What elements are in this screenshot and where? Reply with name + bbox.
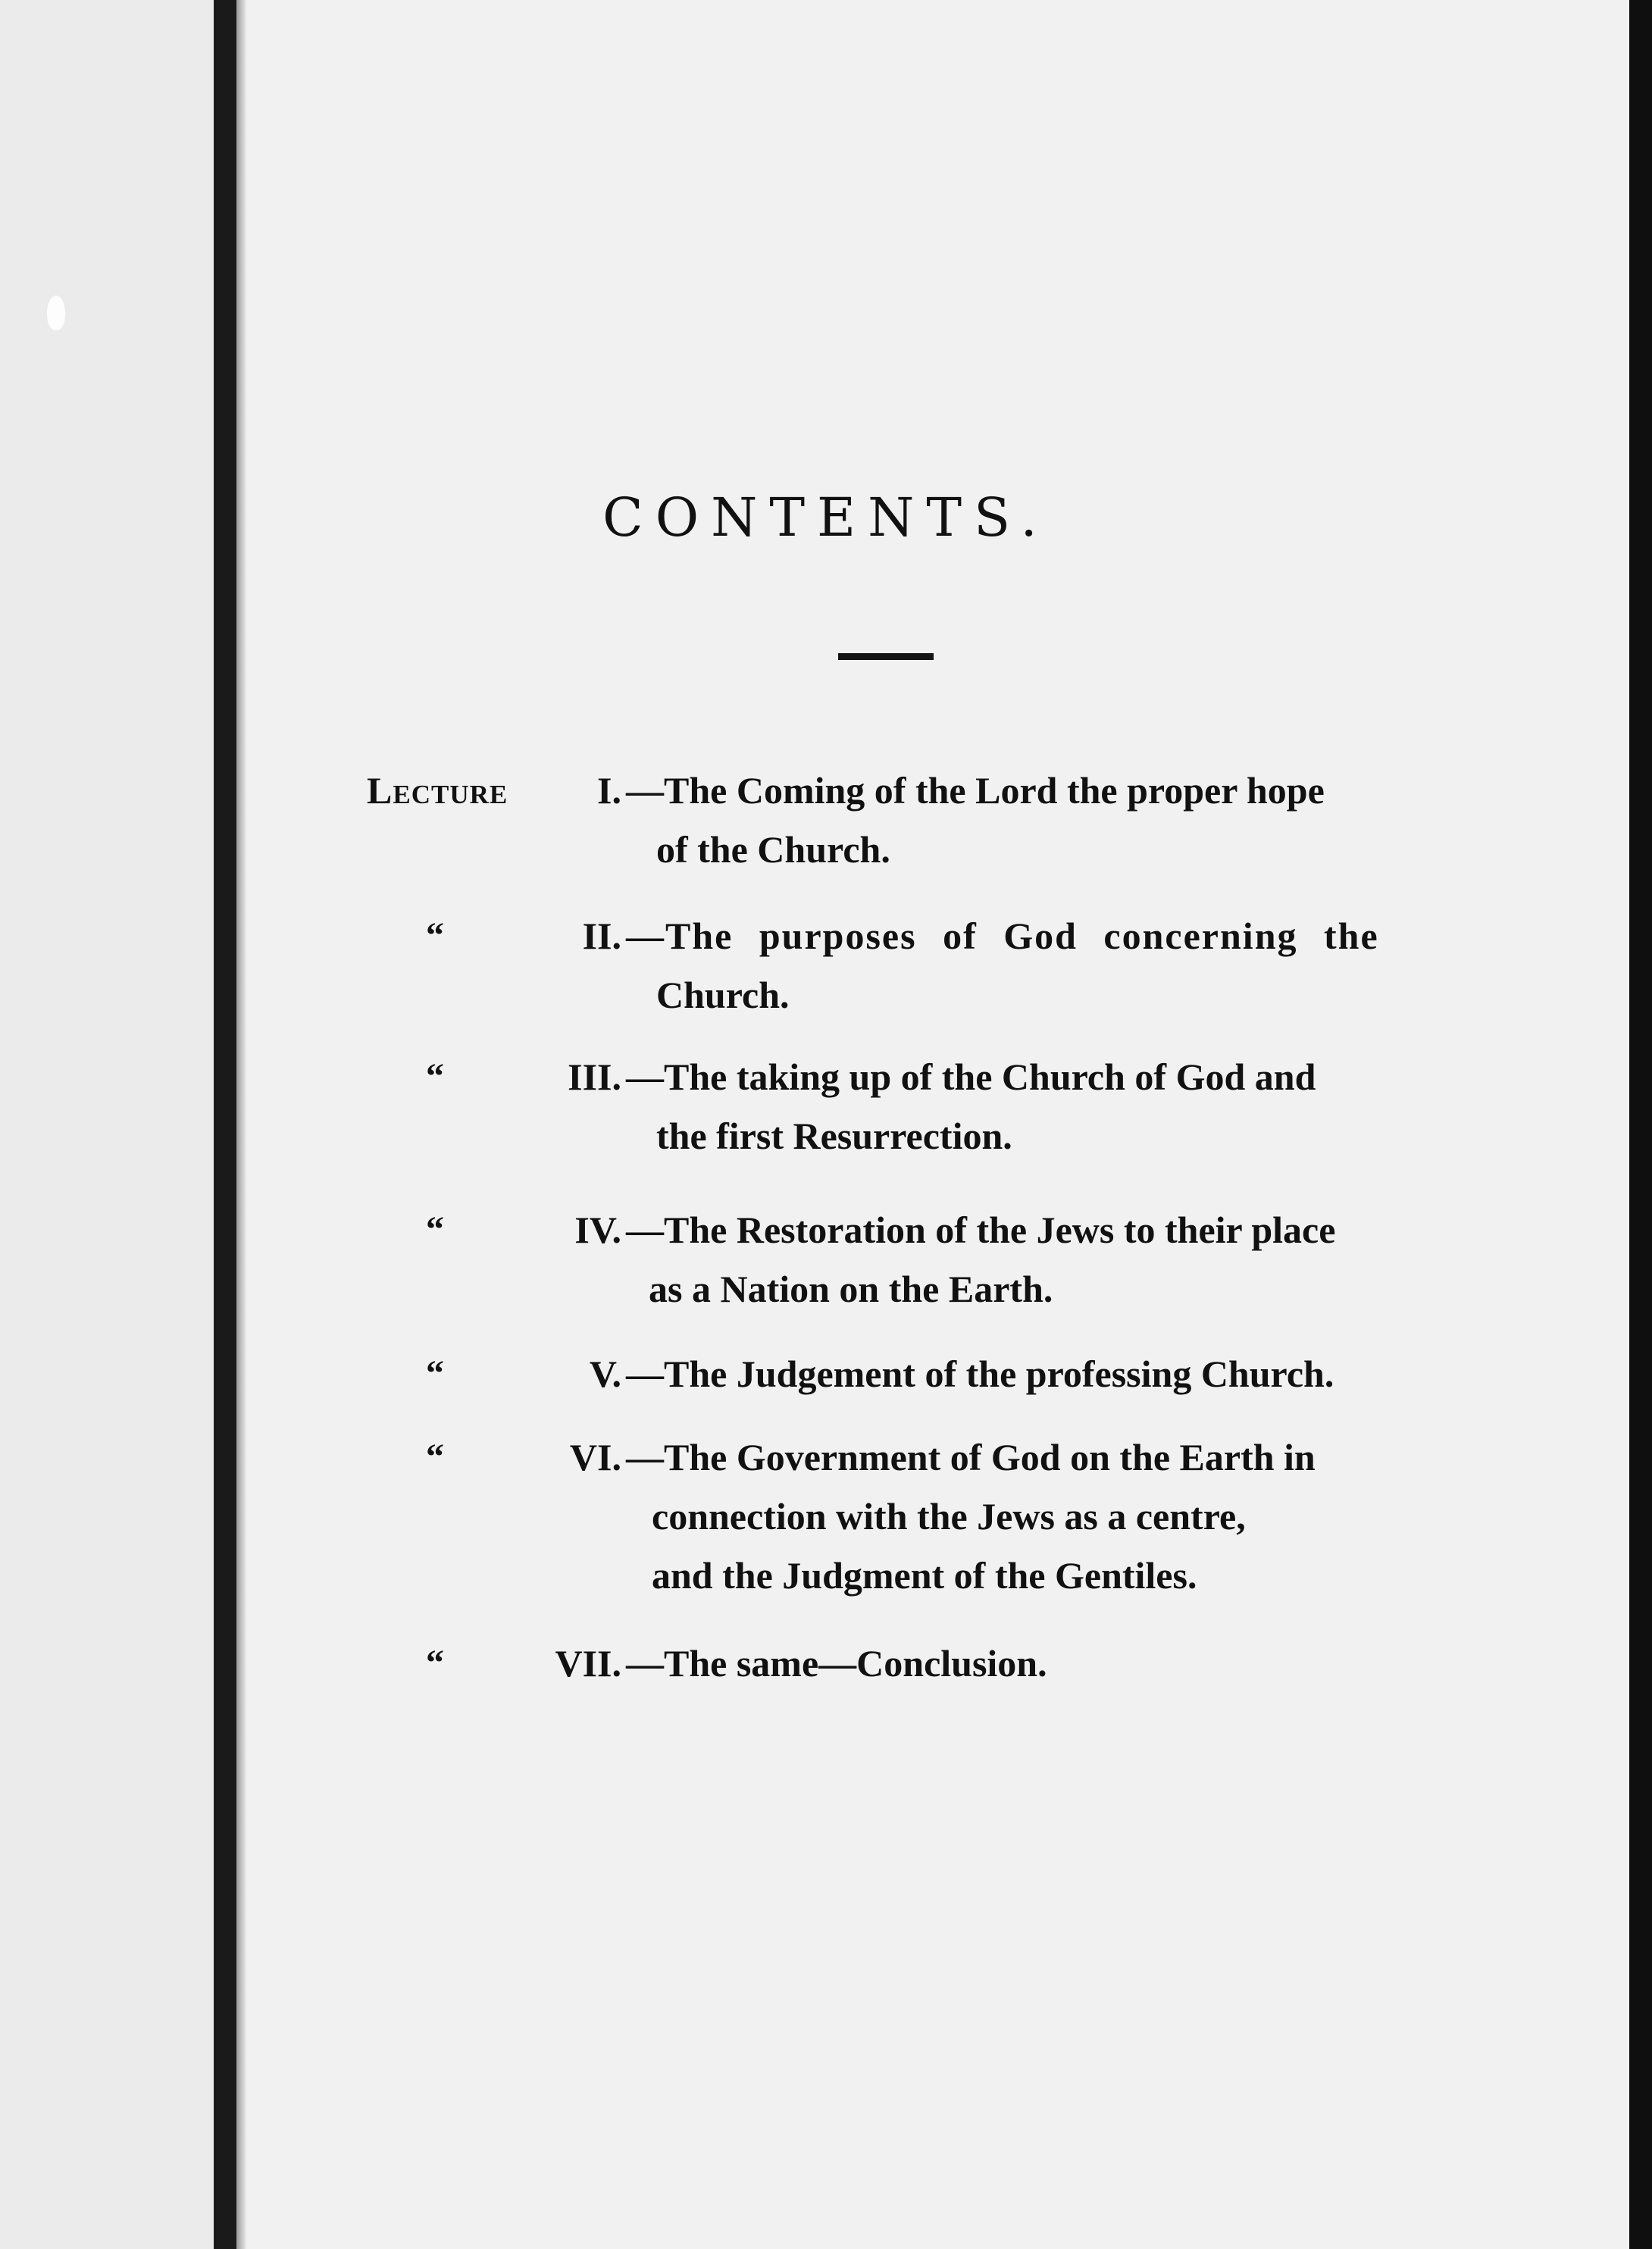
title-line: as a Nation on the Earth.	[649, 1268, 1053, 1310]
ditto-mark: “	[426, 915, 446, 956]
ditto-mark: “	[426, 1056, 446, 1096]
lecture-label: Lecture	[367, 769, 508, 812]
lecture-numeral: VI.	[569, 1436, 621, 1478]
lecture-title	[626, 1200, 1414, 1318]
lecture-title	[626, 1428, 1414, 1605]
contents-entry-2	[0, 906, 1652, 1028]
contents-entry-6	[0, 1428, 1652, 1609]
title-line: —The purposes of God concerning the	[626, 915, 1379, 957]
title-line: —The Government of God on the Earth in	[626, 1436, 1316, 1478]
lecture-title	[626, 1634, 1414, 1693]
title-line: —The Judgement of the professing Church.	[626, 1353, 1334, 1395]
lecture-numeral: II.	[582, 915, 621, 957]
ditto-mark: “	[426, 1437, 446, 1477]
contents-entry-5	[0, 1344, 1652, 1405]
contents-entry-4	[0, 1200, 1652, 1322]
ditto-mark: “	[426, 1353, 446, 1394]
title-line: Church.	[656, 974, 790, 1016]
ditto-mark: “	[426, 1643, 446, 1683]
title-line: of the Church.	[656, 828, 890, 871]
ditto-mark: “	[426, 1209, 446, 1250]
title-line: connection with the Jews as a centre,	[652, 1495, 1246, 1537]
lecture-title	[626, 1047, 1414, 1165]
contents-entry-3	[0, 1047, 1652, 1168]
lecture-numeral: V.	[589, 1353, 621, 1395]
lecture-title	[626, 761, 1414, 879]
lecture-numeral: I.	[597, 769, 621, 812]
title-line: and the Judgment of the Gentiles.	[652, 1554, 1197, 1597]
contents-entry-7	[0, 1634, 1652, 1694]
title-line: —The same—Conclusion.	[626, 1642, 1047, 1684]
title-line: —The Coming of the Lord the proper hope	[626, 769, 1325, 812]
title-line: the first Resurrection.	[656, 1115, 1012, 1157]
lecture-numeral: IV.	[574, 1209, 621, 1251]
heading-rule	[838, 653, 934, 660]
lecture-numeral: III.	[568, 1056, 621, 1098]
lecture-title	[626, 1344, 1414, 1403]
contents-heading: CONTENTS.	[602, 486, 1050, 549]
lecture-title	[626, 906, 1414, 1024]
lecture-numeral: VII.	[555, 1642, 621, 1684]
paper-speck	[47, 296, 65, 330]
contents-entry-1	[0, 761, 1652, 882]
title-line: —The taking up of the Church of God and	[626, 1056, 1316, 1098]
title-line: —The Restoration of the Jews to their place	[626, 1209, 1336, 1251]
